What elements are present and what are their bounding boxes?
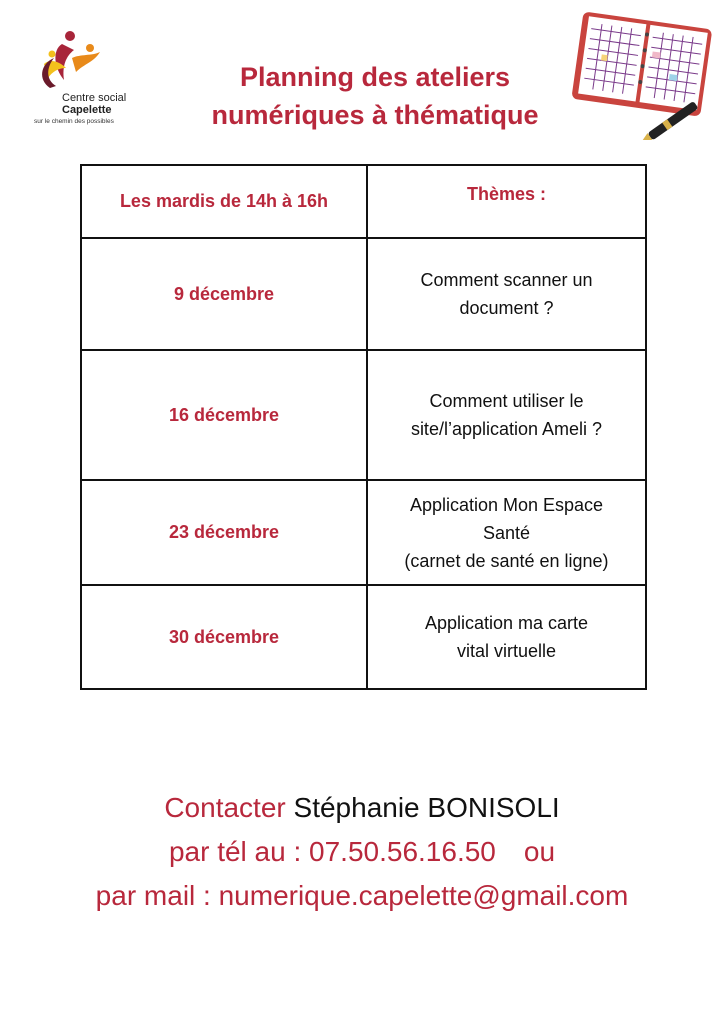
table-header-row: [81, 165, 646, 238]
theme-line: Comment utiliser le: [429, 391, 584, 411]
theme-line: Comment scanner un: [420, 270, 593, 290]
theme-line: Application Mon Espace: [409, 494, 604, 515]
row-theme-cell: [367, 238, 646, 350]
theme-line: document ?: [459, 298, 554, 318]
row-date-cell: 23 décembre: [81, 480, 367, 585]
page-title: [140, 58, 610, 134]
table-row: [81, 350, 646, 480]
header-theme-cell: Thèmes :: [367, 165, 646, 238]
table-row: [81, 585, 646, 689]
row-date-cell: 9 décembre: [81, 238, 367, 350]
table-row: [81, 480, 646, 585]
contact-phone[interactable]: par tél au : 07.50.56.16.50: [168, 836, 496, 867]
row-date-cell: 30 décembre: [81, 585, 367, 689]
contact-name: Stéphanie BONISOLI: [293, 792, 560, 823]
contact-line-1: [0, 786, 724, 830]
row-date-cell: 16 décembre: [81, 350, 367, 480]
logo-text-line1: Centre social: [62, 92, 127, 104]
title-line-2: numériques à thématique: [211, 100, 539, 130]
contact-label: Contacter: [164, 792, 286, 823]
header-date-cell: Les mardis de 14h à 16h: [81, 165, 367, 238]
table-row: [81, 238, 646, 350]
contact-email[interactable]: par mail : numerique.capelette@gmail.com: [95, 880, 629, 911]
logo-figures-icon: [32, 28, 112, 94]
theme-line: Application ma carte: [424, 613, 589, 633]
row-theme-cell: [367, 585, 646, 689]
theme-line: (carnet de santé en ligne): [404, 550, 609, 571]
row-theme-cell: [367, 350, 646, 480]
theme-line: vital virtuelle: [456, 641, 557, 661]
logo-text-line2: Capelette: [62, 104, 112, 116]
planner-notebook-icon: [566, 10, 716, 140]
theme-line: site/l’application Ameli ?: [410, 419, 603, 439]
contact-block: [0, 786, 724, 918]
logo-tagline: sur le chemin des possibles: [34, 118, 114, 125]
theme-line: Santé: [482, 522, 531, 543]
contact-or: ou: [523, 836, 556, 867]
schedule-table: [80, 164, 647, 690]
contact-line-2: [0, 830, 724, 874]
row-theme-cell: [367, 480, 646, 585]
title-line-1: Planning des ateliers: [239, 62, 511, 92]
